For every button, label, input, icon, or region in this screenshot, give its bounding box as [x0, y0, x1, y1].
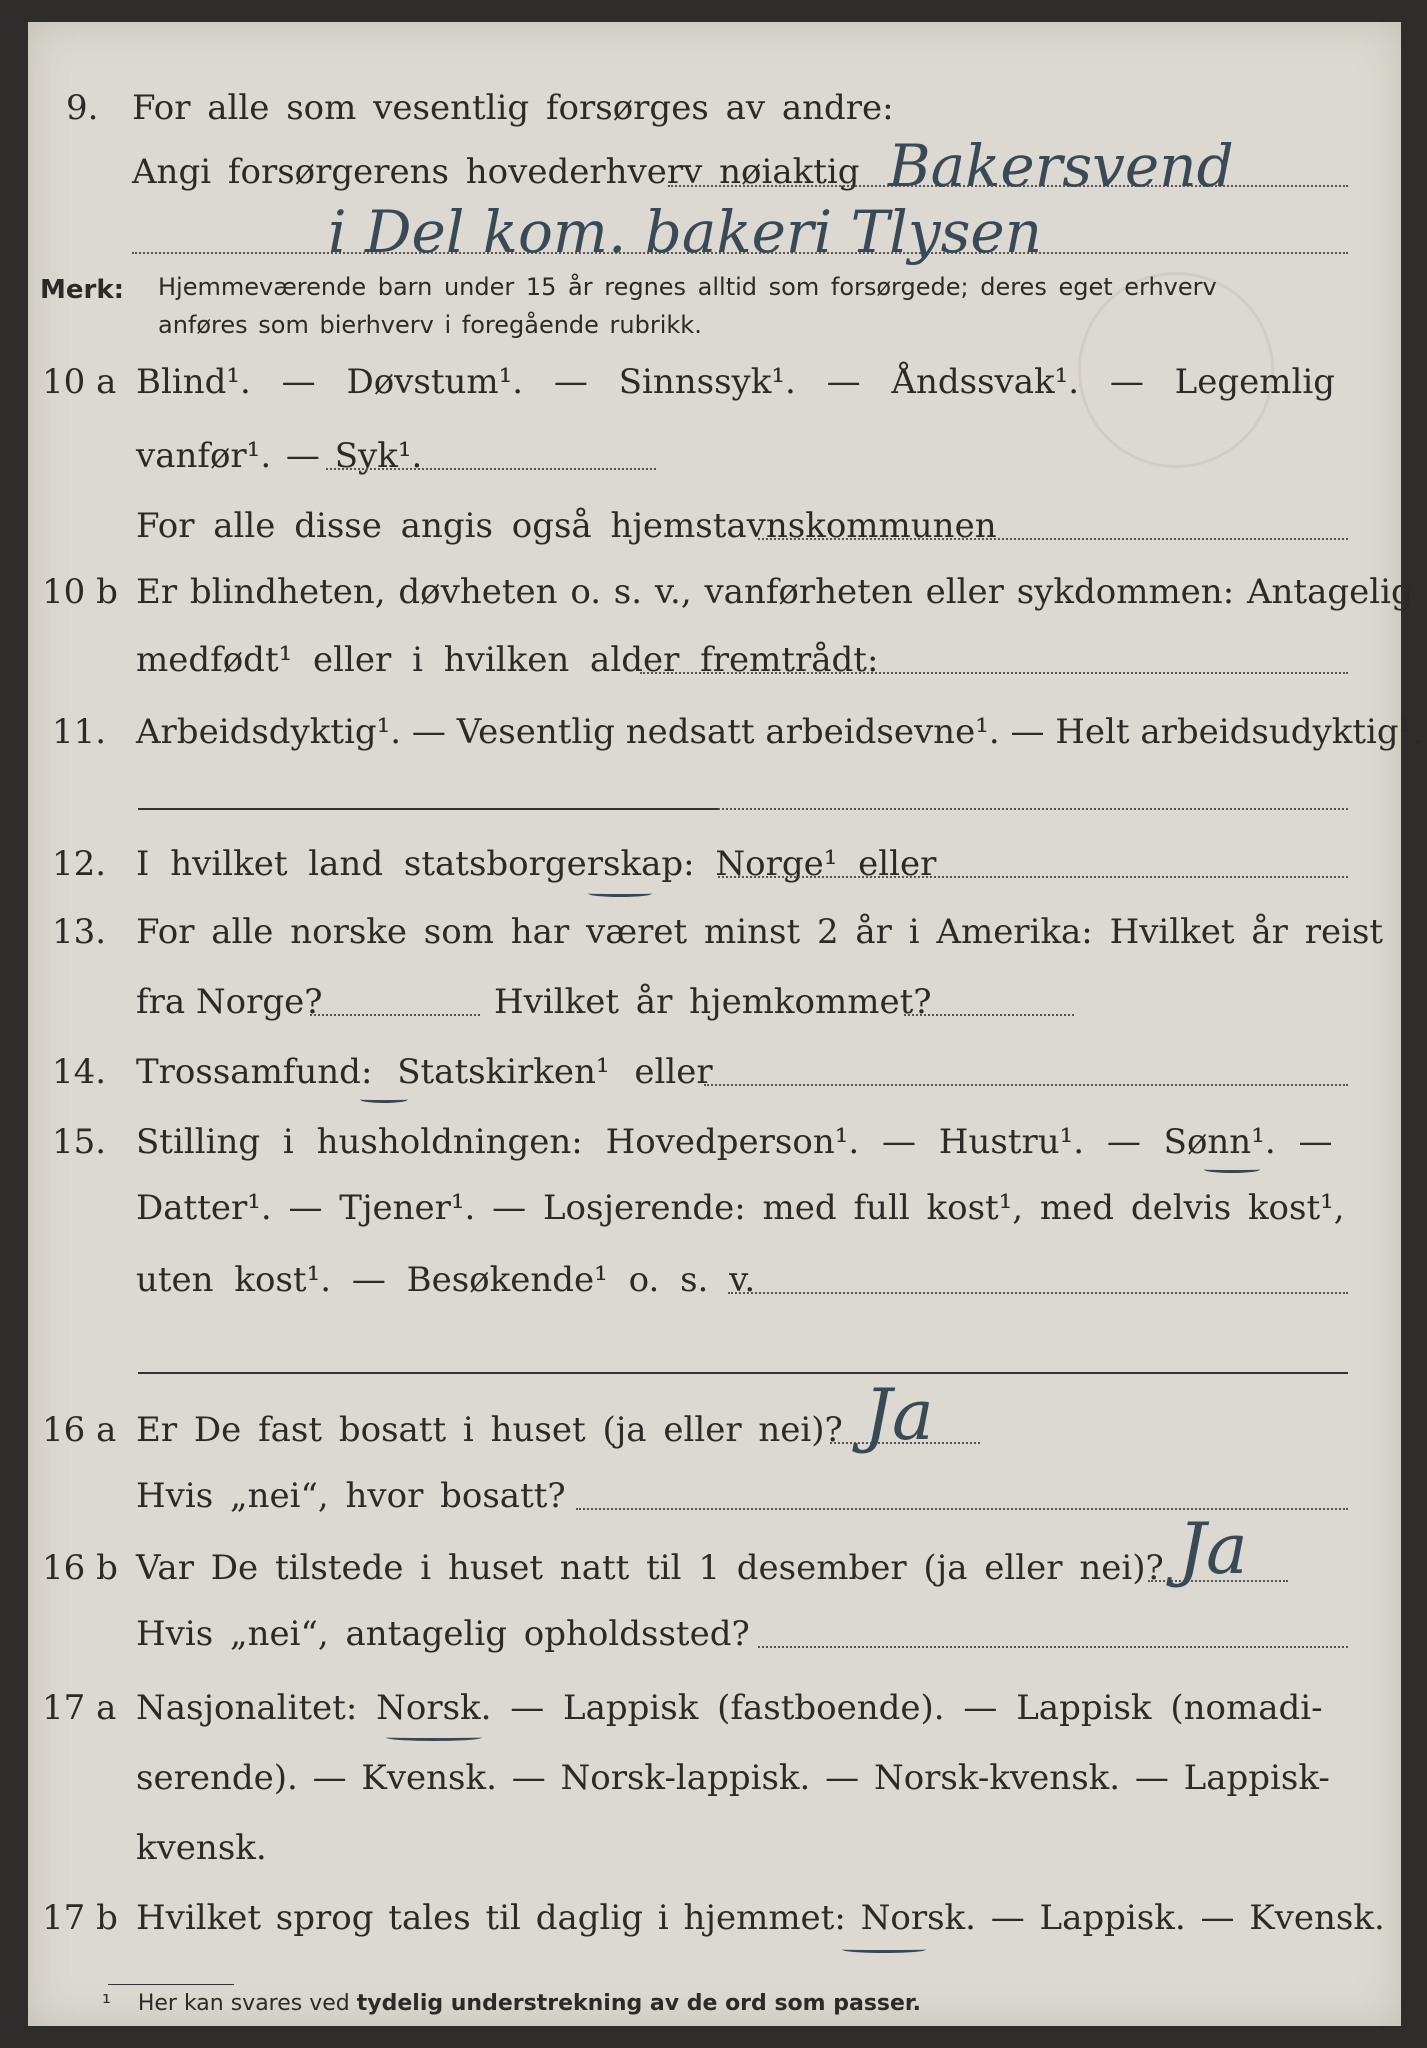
q16b-number: 16 b — [42, 1548, 118, 1588]
q15-number: 15. — [52, 1122, 107, 1162]
q10a-line2: vanfør¹. — Syk¹. — [136, 436, 423, 476]
q9-line2: Angi forsørgerens hovederhverv nøiaktig — [132, 152, 860, 192]
q11-answer-line-left — [138, 808, 718, 810]
merk-line1: Hjemmeværende barn under 15 år regnes alltid som forsørgede; deres eget erhverv — [158, 273, 1217, 301]
footnote-text: Her kan svares ved — [137, 1991, 357, 2016]
q11-number: 11. — [52, 712, 107, 752]
q14-number: 14. — [52, 1052, 107, 1092]
q15-line1: Stilling i husholdningen: Hovedperson¹. — Hustru¹. — Sønn¹. — — [136, 1122, 1333, 1162]
footnote-bold: tydelig understrekning av de ord som passer. — [356, 1991, 922, 2016]
q10b-number: 10 b — [42, 572, 118, 612]
q15-line2: Datter¹. — Tjener¹. — Losjerende: med full kost¹, med delvis kost¹, — [136, 1188, 1345, 1228]
footnote-marker: ¹ — [102, 1991, 111, 2016]
q10b-line1: Er blindheten, døvheten o. s. v., vanførheten eller sykdommen: Antagelig — [136, 572, 1413, 612]
q14-answer-line — [704, 1084, 1348, 1086]
q16a-line2: Hvis „nei“, hvor bosatt? — [136, 1476, 566, 1516]
q16b-line2: Hvis „nei“, antagelig opholdssted? — [136, 1614, 750, 1654]
q17a-line3: kvensk. — [136, 1828, 267, 1868]
q16a-number: 16 a — [42, 1410, 117, 1450]
q15-answer-line2 — [138, 1372, 1348, 1374]
q10a-line3: For alle disse angis også hjemstavnskommunen — [136, 506, 997, 546]
q16b-opholdssted-line — [758, 1646, 1348, 1648]
q10a-line1: Blind¹. — Døvstum¹. — Sinnssyk¹. — Åndssvak¹. — Legemlig — [136, 362, 1335, 402]
census-form-page — [28, 22, 1424, 2026]
q16b-answer-text: Ja — [1178, 1508, 1248, 1590]
merk-line2: anføres som bierhverv i foregående rubrikk. — [158, 311, 702, 339]
footnote-rule — [108, 1984, 234, 1985]
q13-line2a: fra Norge? — [136, 982, 323, 1022]
q12-underline-norge — [588, 890, 652, 897]
q17a-underline-norsk — [386, 1734, 482, 1741]
q13-number: 13. — [52, 912, 107, 952]
q17a-line2: serende). — Kvensk. — Norsk-lappisk. — Norsk-kvensk. — Lappisk- — [136, 1758, 1330, 1798]
q11-line1: Arbeidsdyktig¹. — Vesentlig nedsatt arbeidsevne¹. — Helt arbeidsudyktig¹. — [136, 712, 1424, 752]
q10a-number: 10 a — [42, 362, 117, 402]
q17b-line1: Hvilket sprog tales til daglig i hjemmet: Norsk. — Lappisk. — Kvensk. — [136, 1898, 1385, 1938]
q13-line1: For alle norske som har været minst 2 år i Amerika: Hvilket år reist — [136, 912, 1384, 952]
footnote — [102, 1990, 921, 2018]
q16a-answer-text: Ja — [864, 1374, 934, 1456]
q12-line1: I hvilket land statsborgerskap: Norge¹ eller — [136, 844, 937, 884]
q10a-answer-line — [326, 468, 656, 470]
q14-line1: Trossamfund: Statskirken¹ eller — [136, 1052, 713, 1092]
q9-number: 9. — [66, 88, 99, 128]
q10a-hometown-line — [758, 538, 1348, 540]
q12-answer-line — [718, 876, 1348, 878]
q9-answer-text1: Bakersvend — [888, 132, 1234, 200]
q11-answer-line-right — [718, 808, 1348, 810]
q13-hjemkommet-line — [904, 1014, 1074, 1016]
q15-line3: uten kost¹. — Besøkende¹ o. s. v. — [136, 1260, 756, 1300]
q14-underline-statskirken — [360, 1096, 408, 1103]
q17a-line1: Nasjonalitet: Norsk. — Lappisk (fastboende). — Lappisk (nomadi- — [136, 1688, 1323, 1728]
q15-answer-line — [728, 1292, 1348, 1294]
q9-answer-text2: i Del kom. bakeri Tlysen — [328, 198, 1043, 266]
q13-line2b: Hvilket år hjemkommet? — [494, 982, 932, 1022]
q17b-number: 17 b — [42, 1898, 118, 1938]
merk-label: Merk: — [40, 275, 125, 305]
q16b-line1: Var De tilstede i huset natt til 1 desember (ja eller nei)? — [136, 1548, 1164, 1588]
q12-number: 12. — [52, 844, 107, 884]
q13-reist-line — [310, 1014, 480, 1016]
q17b-underline-norsk — [842, 1946, 926, 1953]
q10b-line2: medfødt¹ eller i hvilken alder fremtrådt: — [136, 640, 879, 680]
q15-underline-sonn — [1204, 1166, 1260, 1173]
q9-line1: For alle som vesentlig forsørges av andre: — [132, 88, 894, 128]
q10b-answer-line — [640, 672, 1348, 674]
q16a-line1: Er De fast bosatt i huset (ja eller nei)? — [136, 1410, 843, 1450]
q17a-number: 17 a — [42, 1688, 117, 1728]
